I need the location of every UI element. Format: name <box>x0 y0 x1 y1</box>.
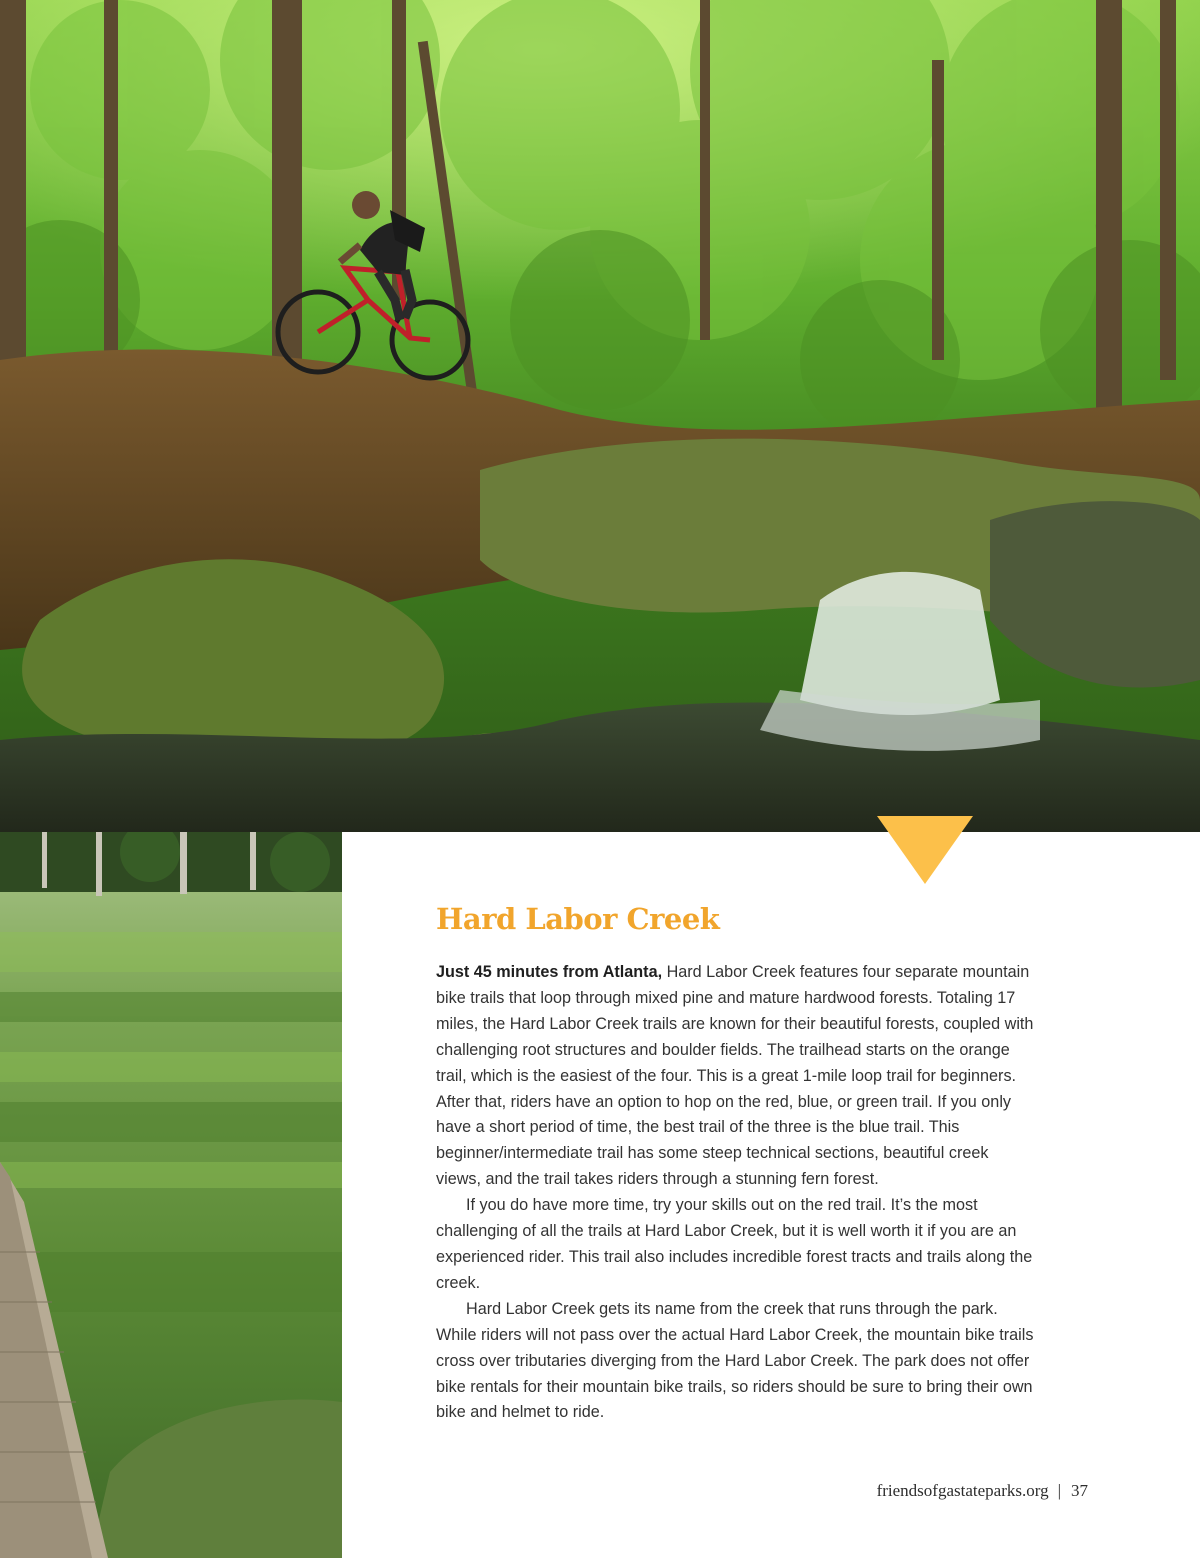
page-footer <box>877 1481 1088 1501</box>
article-paragraph-2: If you do have more time, try your skills out on the red trail. It’s the most challenging of all the trails at Hard Labor Creek, but it is well worth it if you are an experienced rider. This trail also includes incredible forest tracts and trails along the creek. <box>436 1196 1033 1292</box>
article-paragraph-1 <box>436 960 1036 1193</box>
page-number: 37 <box>1071 1481 1088 1500</box>
article-paragraph-3: Hard Labor Creek gets its name from the creek that runs through the park. While riders will not pass over the actual Hard Labor Creek, the mountain bike trails cross over tributaries diverging from the Hard Labor Creek. The park does not offer bike rentals for their mountain bike trails, so riders should be sure to bring their own bike and helmet to ride. <box>436 1299 1034 1422</box>
article-title: Hard Labor Creek <box>436 902 720 936</box>
marsh-boardwalk-photo <box>0 832 342 1558</box>
article-body <box>436 960 1036 1426</box>
article-paragraph-1-text: Hard Labor Creek features four separate mountain bike trails that loop through mixed pine and mature hardwood forests. Totaling 17 miles, the Hard Labor Creek trails are known for their beautiful forests, coupled with challenging root structures and boulder fields. The trailhead starts on the orange trail, which is the easiest of the four. This is a great 1-mile loop trail for beginners. After that, riders have an option to hop on the red, blue, or green trail. If you only have a short period of time, the best trail of the three is the blue trail. This beginner/intermediate trail has some steep technical sections, beautiful creek views, and the trail takes riders through a stunning fern forest. <box>436 963 1034 1189</box>
footer-website: friendsofgastateparks.org <box>876 1481 1049 1500</box>
accent-triangle <box>877 816 973 884</box>
article-lead: Just 45 minutes from Atlanta, <box>436 963 663 981</box>
footer-separator: | <box>1057 1481 1061 1500</box>
